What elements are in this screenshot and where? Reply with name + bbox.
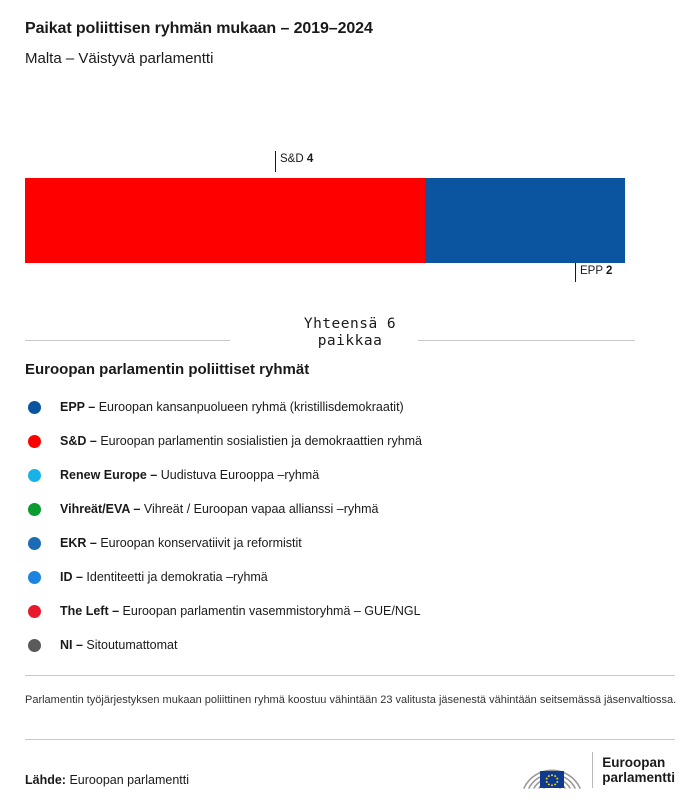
- legend-item-label: [60, 400, 404, 414]
- legend-color-dot-icon: [28, 503, 41, 516]
- legend-color-dot-icon: [28, 639, 41, 652]
- legend-item-abbr: The Left –: [60, 604, 120, 618]
- source-value: Euroopan parlamentti: [69, 773, 189, 787]
- legend-item-abbr: Vihreät/EVA –: [60, 502, 141, 516]
- european-parliament-logo: [521, 748, 675, 792]
- logo-line-1: Euroopan: [602, 754, 666, 770]
- epp-annotation-value: 2: [606, 265, 613, 277]
- legend-item-abbr: S&D –: [60, 434, 97, 448]
- legend-color-dot-icon: [28, 605, 41, 618]
- legend-item-abbr: EPP –: [60, 400, 96, 414]
- legend-item-epp[interactable]: [25, 390, 675, 424]
- legend-color-dot-icon: [28, 435, 41, 448]
- legend-item-name: Euroopan kansanpuolueen ryhmä (kristillisdemokraatit): [98, 400, 404, 414]
- total-seats-line1: Yhteensä 6: [303, 316, 397, 332]
- legend-item-abbr: Renew Europe –: [60, 468, 158, 482]
- legend-item-abbr: ID –: [60, 570, 83, 584]
- legend-item-name: Euroopan parlamentin vasemmistoryhmä – GUE/NGL: [122, 604, 421, 618]
- logo-line-2: parlamentti: [602, 770, 675, 785]
- legend-item-name: Identiteetti ja demokratia –ryhmä: [86, 570, 268, 584]
- legend-item-sd[interactable]: [25, 424, 675, 458]
- legend-item-abbr: NI –: [60, 638, 83, 652]
- legend-item-label: [60, 604, 421, 618]
- sd-annotation-value: 4: [306, 153, 314, 165]
- legend-item-label: [60, 468, 319, 482]
- legend-item-name: Vihreät / Euroopan vapaa allianssi –ryhmä: [143, 502, 379, 516]
- chart-top-annotations: [25, 150, 675, 172]
- sd-tick: [275, 151, 276, 172]
- legend-item-name: Euroopan parlamentin sosialistien ja demokraattien ryhmä: [100, 434, 423, 448]
- total-seats-text: [25, 316, 675, 350]
- legend-color-dot-icon: [28, 469, 41, 482]
- legend-title: Euroopan parlamentin poliittiset ryhmät: [25, 361, 310, 378]
- logo-divider: [592, 752, 593, 788]
- seats-bar-chart: [25, 150, 675, 330]
- legend-item-greens-efa[interactable]: [25, 492, 675, 526]
- legend-item-label: [60, 502, 378, 516]
- epp-tick: [575, 263, 576, 282]
- total-seats-row: [25, 316, 675, 352]
- footnote-text: Parlamentin työjärjestyksen mukaan poliittinen ryhmä koostuu vähintään 23 valitusta jäsenestä vähintään seitsemässä jäsenvaltiossa.: [25, 694, 677, 706]
- legend-item-renew-europe[interactable]: [25, 458, 675, 492]
- legend-color-dot-icon: [28, 401, 41, 414]
- legend-item-name: Euroopan konservatiivit ja reformistit: [100, 536, 302, 550]
- epp-annotation-group: EPP: [580, 265, 603, 277]
- legend-item-the-left[interactable]: [25, 594, 675, 628]
- sd-annotation-group: S&D: [280, 153, 304, 165]
- legend-item-label: [60, 570, 268, 584]
- sd-annotation: [280, 152, 313, 166]
- bar-segment-sd[interactable]: [25, 178, 425, 263]
- infographic-page: [0, 20, 700, 806]
- legend-item-name: Sitoutumattomat: [86, 638, 178, 652]
- legend-item-label: [60, 638, 177, 652]
- source-label: Lähde:: [25, 773, 66, 787]
- page-subtitle: Malta – Väistyvä parlamentti: [25, 50, 214, 67]
- legend-item-name: Uudistuva Eurooppa –ryhmä: [160, 468, 320, 482]
- total-seats-line2: paikkaa: [317, 333, 383, 349]
- legend-item-ecr[interactable]: [25, 526, 675, 560]
- legend-item-label: [60, 536, 302, 550]
- bar-segment-epp[interactable]: [425, 178, 625, 263]
- legend-color-dot-icon: [28, 537, 41, 550]
- epp-annotation: [580, 264, 612, 278]
- legend-item-label: [60, 434, 422, 448]
- footnote-divider-top: [25, 675, 675, 676]
- legend-item-id[interactable]: [25, 560, 675, 594]
- ep-hemicycle-icon: [521, 750, 583, 790]
- legend-color-dot-icon: [28, 571, 41, 584]
- legend-item-ni[interactable]: [25, 628, 675, 662]
- stacked-bar: [25, 178, 625, 263]
- logo-wordmark: [602, 755, 675, 786]
- legend: [25, 390, 675, 662]
- legend-item-abbr: EKR –: [60, 536, 97, 550]
- page-title: Paikat poliittisen ryhmän mukaan – 2019–2024: [25, 20, 373, 37]
- footnote-divider-bottom: [25, 739, 675, 740]
- source-line: [25, 773, 189, 787]
